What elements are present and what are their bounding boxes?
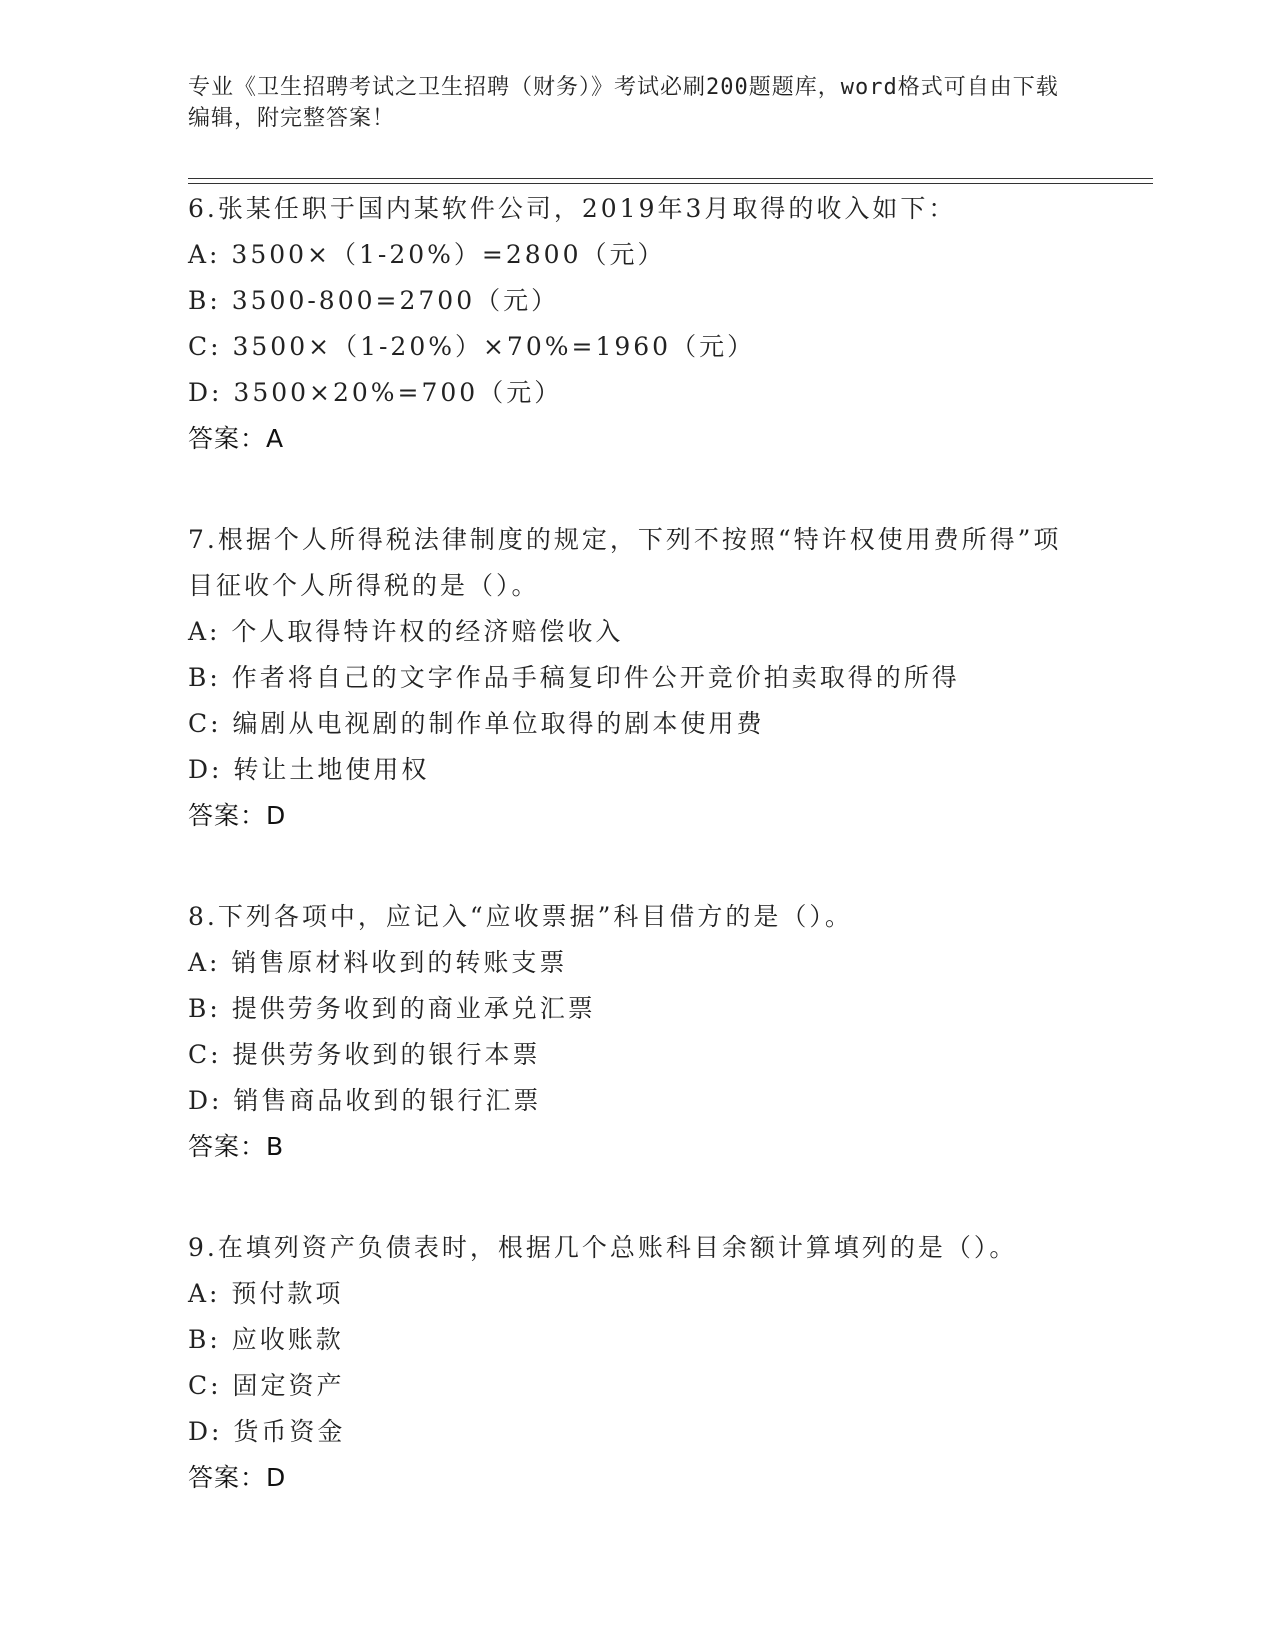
option-b: B: 应收账款 (188, 1325, 344, 1354)
option-b: B: 提供劳务收到的商业承兑汇票 (188, 994, 596, 1023)
option-b: B: 3500-800=2700（元） (188, 286, 560, 315)
option-c: C: 提供劳务收到的银行本票 (188, 1040, 541, 1069)
answer: 答案：D (188, 1463, 287, 1492)
question-stem: 8.下列各项中，应记入“应收票据”科目借方的是（）。 (188, 902, 853, 931)
answer: 答案：A (188, 424, 285, 453)
answer: 答案：D (188, 801, 287, 830)
answer: 答案：B (188, 1132, 285, 1161)
option-d: D: 销售商品收到的银行汇票 (188, 1086, 542, 1115)
question-stem: 9.在填列资产负债表时，根据几个总账科目余额计算填列的是（）。 (188, 1233, 1018, 1262)
question-6 (188, 186, 1088, 462)
option-d: D: 转让土地使用权 (188, 755, 430, 784)
question-stem: 6.张某任职于国内某软件公司，2019年3月取得的收入如下： (188, 194, 957, 223)
option-c: C: 编剧从电视剧的制作单位取得的剧本使用费 (188, 709, 765, 738)
option-b: B: 作者将自己的文字作品手稿复印件公开竞价拍卖取得的所得 (188, 663, 960, 692)
question-7 (188, 517, 1088, 839)
option-d: D: 3500×20%=700（元） (188, 378, 563, 407)
header-divider-top (188, 178, 1153, 179)
question-stem: 7.根据个人所得税法律制度的规定，下列不按照“特许权使用费所得”项目征收个人所得税的是（）。 (188, 525, 1062, 600)
question-9 (188, 1225, 1088, 1501)
option-a: A: 销售原材料收到的转账支票 (188, 948, 568, 977)
question-list (188, 186, 1088, 1556)
option-a: A: 3500×（1-20%）=2800（元） (188, 240, 666, 269)
header-divider-bottom (188, 183, 1153, 184)
option-a: A: 个人取得特许权的经济赔偿收入 (188, 617, 624, 646)
option-d: D: 货币资金 (188, 1417, 346, 1446)
option-c: C: 固定资产 (188, 1371, 345, 1400)
option-a: A: 预付款项 (188, 1279, 344, 1308)
document-header: 专业《卫生招聘考试之卫生招聘（财务）》考试必刷200题题库，word格式可自由下载编辑，附完整答案！ (188, 75, 1059, 131)
option-c: C: 3500×（1-20%）×70%=1960（元） (188, 332, 756, 361)
question-8 (188, 894, 1088, 1170)
